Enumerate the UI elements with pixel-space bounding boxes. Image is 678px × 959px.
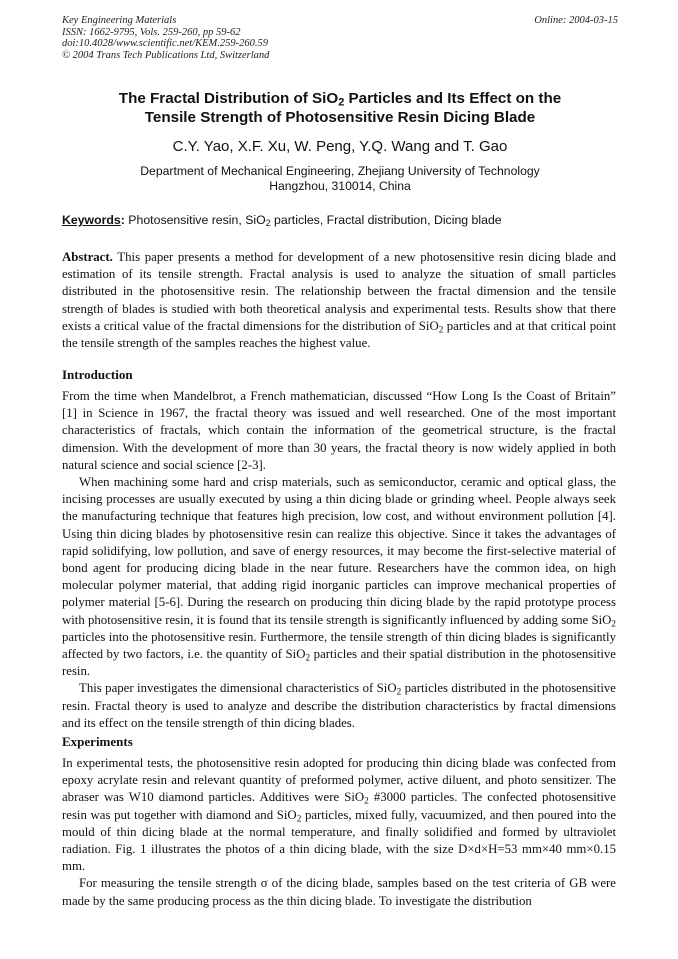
experiments-paragraph-1 — [62, 755, 616, 875]
online-date: Online: 2004-03-15 — [534, 15, 618, 26]
intro-p3-a: This paper investigates the dimensional characteristics of SiO — [79, 681, 397, 696]
intro-p2-c: particles and their spatial distribution in the photosensitive resin. — [62, 647, 616, 679]
intro-paragraph-3 — [62, 680, 616, 732]
title-line2: Tensile Strength of Photosensitive Resin Dicing Blade — [144, 109, 536, 126]
title-subscript: 2 — [338, 96, 345, 109]
abstract-text-pre: This paper presents a method for development of a new photosensitive resin dicing blade and estimation of its tensile strength. Fractal analysis is used to analyze the situation of small particles distributed in the photosensitive resin. The relationship between the fractal dimension and the tensile strength of blades is studied with both theoretical analysis and experimental tests. Results show that there exists a critical value of the fractal dimensions for the distribution of SiO — [62, 250, 616, 333]
keywords-text-post: particles, Fractal distribution, Dicing blade — [270, 213, 502, 227]
keywords-colon: : — [120, 213, 125, 227]
journal-name: Key Engineering Materials — [62, 15, 177, 26]
exp-p1-a: In experimental tests, the photosensitive resin adopted for producing thin dicing blade was confected from epoxy acrylate resin and relevant quantity of preformed polymer, active diluent, and photo sensitizer. The abraser was W10 diamond particles. Additives were SiO — [62, 756, 616, 805]
abstract-subscript: 2 — [438, 324, 444, 335]
title-line1-post: Particles and Its Effect on the — [344, 90, 562, 107]
copyright-line: © 2004 Trans Tech Publications Ltd, Switzerland — [62, 49, 270, 61]
intro-p3-b: particles distributed in the photosensitive resin. Fractal theory is used to analyze and describe the distribution characteristics by fractal dimensions and its effect on the tensile strength of thin dicing blades. — [62, 681, 616, 730]
abstract-label: Abstract. — [62, 250, 113, 264]
experiments-paragraph-2: For measuring the tensile strength σ of the dicing blade, samples based on the test criteria of GB were made by the same producing process as the thin dicing blade. To investigate the distribution — [62, 876, 616, 908]
affiliation-line2: Hangzhou, 310014, China — [269, 179, 411, 193]
intro-p2-a: When machining some hard and crisp materials, such as semiconductor, ceramic and optical glass, the incising processes are usually executed by using a thin dicing blade or grinding wheel. People always seek the manufacturing technique that features high precision, low cost, and without environment pollution [4]. Using thin dicing blades by photosensitive resin can realize this objective. Since it takes the advantages of rapid solidifying, low pollution, and save of energy resources, it may become the first-selective material of bond agent for producing dicing blade in the near future. Researchers have the common idea, on high molecular polymer material, that adding rigid inorganic particles can improve mechanical properties of polymer material [5-6]. During the research on producing thin dicing blade by the rapid prototype process with photosensitive resin, it is found that its tensile strength is significantly influenced by adding some SiO — [62, 475, 616, 627]
experiments-body — [62, 755, 616, 910]
keywords-text-pre: Photosensitive resin, SiO — [124, 213, 266, 227]
affiliation-line1: Department of Mechanical Engineering, Zhejiang University of Technology — [140, 164, 540, 178]
exp-p1-b: #3000 particles. The confected photosensitive resin was put together with diamond and SiO — [62, 790, 616, 822]
issn-line: ISSN: 1662-9795, Vols. 259-260, pp 59-62 — [62, 26, 241, 38]
author-list: C.Y. Yao, X.F. Xu, W. Peng, Y.Q. Wang and T. Gao — [172, 138, 508, 155]
intro-p2-b: particles into the photosensitive resin. Furthermore, the tensile strength of thin dicing blades is significantly affected by two factors, i.e. the quantity of SiO — [62, 629, 616, 662]
intro-p2-subscript-2: 2 — [305, 652, 311, 663]
abstract-text-post: particles and at that critical point the tensile strength of the samples reaches the highest value. — [62, 318, 617, 351]
experiments-heading: Experiments — [62, 734, 133, 749]
abstract-paragraph — [62, 249, 616, 352]
exp-p1-subscript-2: 2 — [296, 812, 302, 823]
paper-title — [62, 89, 618, 127]
title-line1-pre: The Fractal Distribution of SiO — [118, 90, 339, 107]
doi-line: doi:10.4028/www.scientific.net/KEM.259-260.59 — [62, 38, 268, 50]
exp-p1-c: particles, mixed fully, vacuumized, and then poured into the mould of thin dicing blade at the normal temperature, and finally solidified and formed by ultraviolet radiation. Fig. 1 illustrates the photos of a thin dicing blade, with the size D×d×H=53 mm×40 mm×0.15 mm. — [62, 807, 617, 874]
intro-p2-subscript-1: 2 — [611, 617, 616, 628]
abstract — [62, 249, 616, 352]
keywords-label: Keywords — [62, 213, 121, 227]
intro-paragraph-1: From the time when Mandelbrot, a French mathematician, discussed “How Long Is the Coast of Britain” [1] in Science in 1967, the fractal theory was issued and well researched. One of the most important characteristics of fractals, which contain the information of the geometrical structure, is the fractal dimension. With the development of more than 30 years, the fractal theory is now widely applied in both natural science and social science [2-3]. — [62, 389, 616, 472]
keywords-subscript: 2 — [265, 218, 271, 229]
exp-p1-subscript-1: 2 — [364, 795, 369, 806]
intro-p3-subscript: 2 — [396, 686, 402, 697]
affiliation — [62, 164, 618, 194]
introduction-body — [62, 388, 616, 732]
keywords — [62, 213, 618, 228]
introduction-heading: Introduction — [62, 367, 133, 382]
publication-info — [62, 15, 618, 61]
intro-paragraph-2 — [62, 474, 616, 680]
